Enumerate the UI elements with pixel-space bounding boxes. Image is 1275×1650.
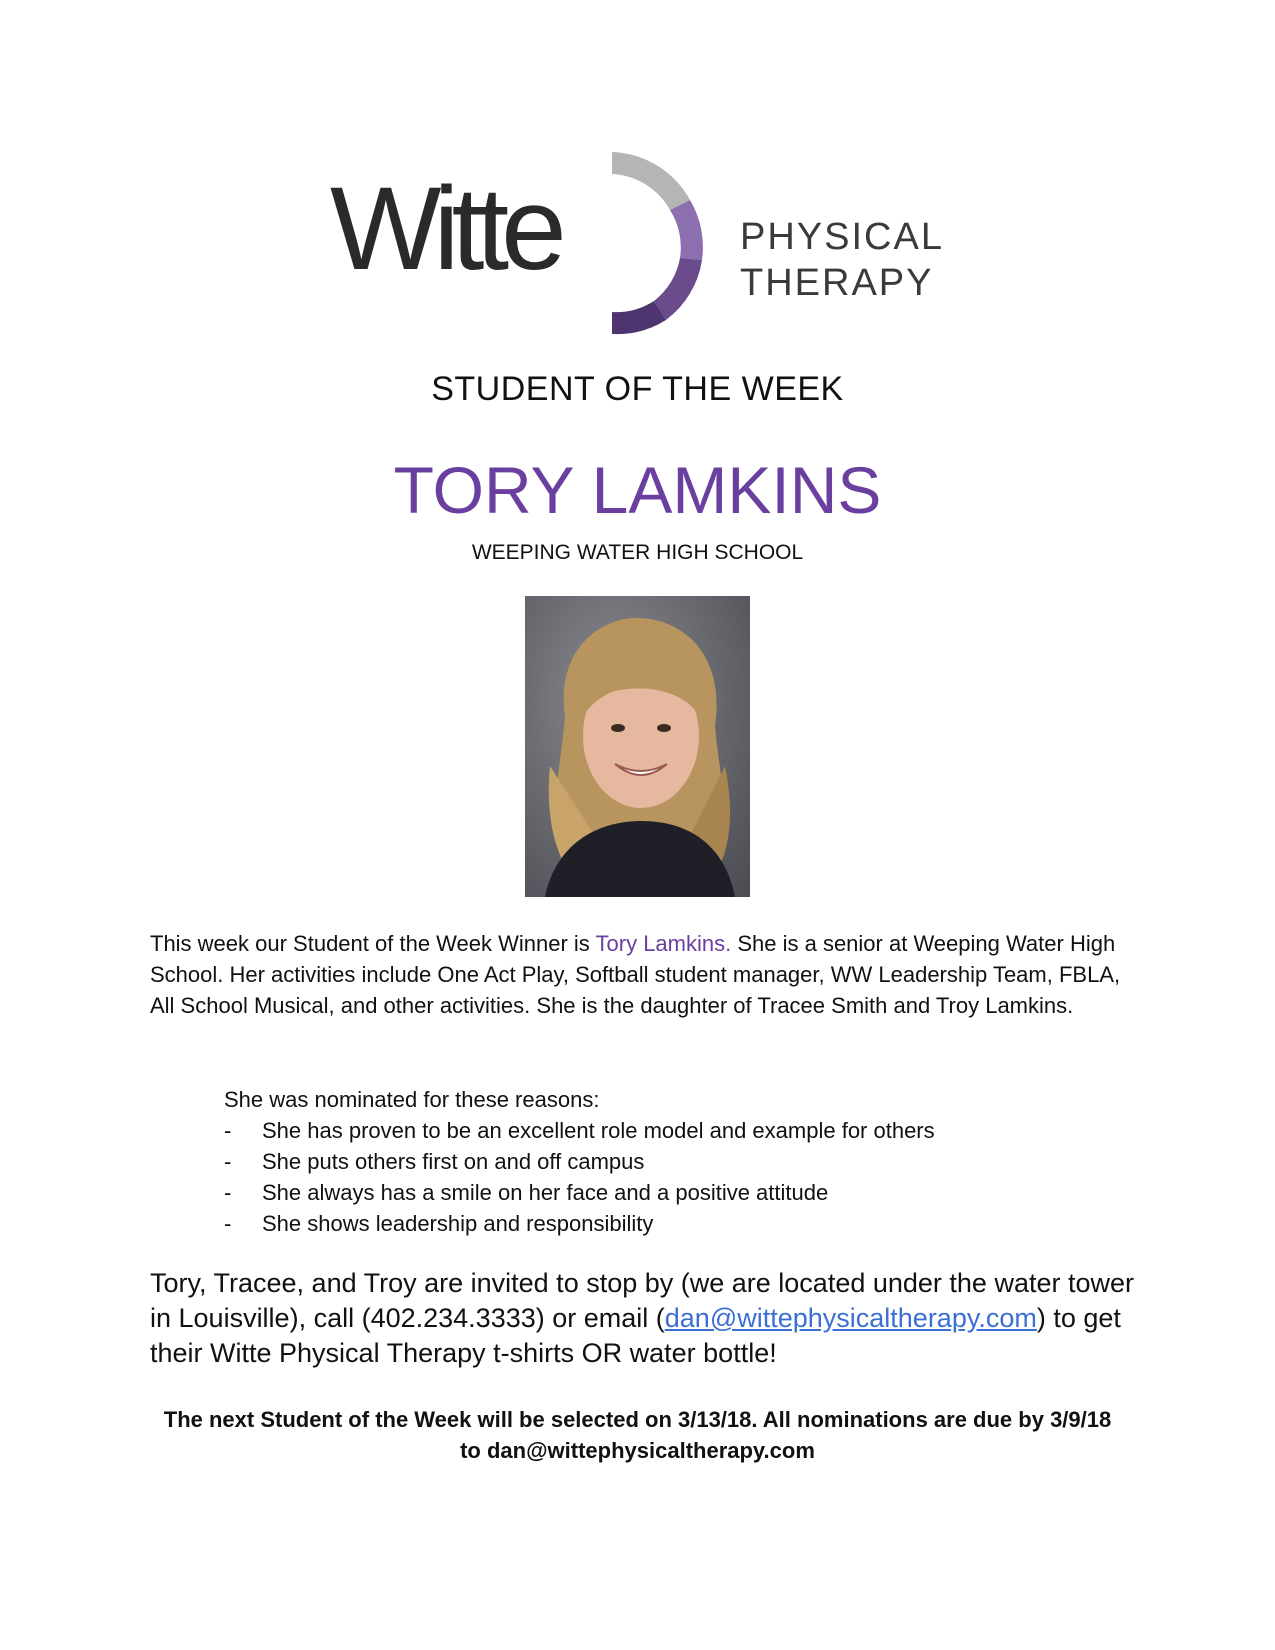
list-item — [224, 1146, 1124, 1177]
intro-before: This week our Student of the Week Winner is — [150, 931, 596, 956]
reason-text: She puts others first on and off campus — [262, 1149, 645, 1174]
logo-arc-icon — [592, 148, 712, 338]
logo-tagline — [740, 214, 944, 306]
footer-line1: The next Student of the Week will be selected on 3/13/18. All nominations are due by 3/9/18 — [163, 1407, 1112, 1432]
intro-paragraph — [150, 928, 1130, 1021]
reason-text: She shows leadership and responsibility — [262, 1211, 654, 1236]
logo-arc-segment-3 — [654, 258, 702, 320]
list-item — [224, 1208, 1124, 1239]
list-item — [224, 1115, 1124, 1146]
reason-text: She has proven to be an excellent role model and example for others — [262, 1118, 935, 1143]
bullet-dash: - — [224, 1149, 232, 1174]
list-item — [224, 1177, 1124, 1208]
footer-notice — [0, 1404, 1275, 1466]
student-name: TORY LAMKINS — [393, 453, 882, 527]
portrait-image — [525, 596, 750, 897]
school-name: WEEPING WATER HIGH SCHOOL — [471, 541, 804, 564]
bullet-dash: - — [224, 1180, 232, 1205]
bullet-dash: - — [224, 1118, 232, 1143]
intro-after: She is a senior at Weeping Water High School. Her activities include One Act Play, Softball student manager, WW Leadership Team, FBLA, All School Musical, and other activities. She is the daughter of Tracee Smith and Troy Lamkins. — [150, 931, 1121, 1018]
invite-part1: Tory, Tracee, and Troy are invited to stop by (we are located under the water tower in Louisville), call (402.234.3333) or email ( — [150, 1268, 1134, 1333]
email-link[interactable]: dan@wittephysicaltherapy.com — [664, 1303, 1037, 1333]
logo-wordmark: Witte — [330, 163, 559, 295]
student-photo — [525, 596, 750, 897]
logo-arc-segment-2 — [670, 200, 703, 260]
reasons-intro: She was nominated for these reasons: — [224, 1087, 600, 1112]
logo-tagline-line1: PHYSICAL — [740, 216, 944, 258]
invite-part2: ) to get their Witte Physical Therapy t-shirts OR water bottle! — [150, 1303, 1121, 1368]
witte-logo — [330, 148, 950, 338]
reasons-list — [224, 1115, 1124, 1239]
reason-text: She always has a smile on her face and a positive attitude — [262, 1180, 829, 1205]
logo-tagline-line2: THERAPY — [740, 262, 934, 304]
intro-highlight-name: Tory Lamkins. — [595, 931, 732, 956]
nomination-reasons — [224, 1084, 1124, 1239]
invite-paragraph — [150, 1266, 1150, 1371]
bullet-dash: - — [224, 1211, 232, 1236]
page-heading: STUDENT OF THE WEEK — [431, 370, 844, 408]
footer-line2: to dan@wittephysicaltherapy.com — [460, 1438, 815, 1463]
logo-arc-segment-1 — [612, 152, 690, 210]
